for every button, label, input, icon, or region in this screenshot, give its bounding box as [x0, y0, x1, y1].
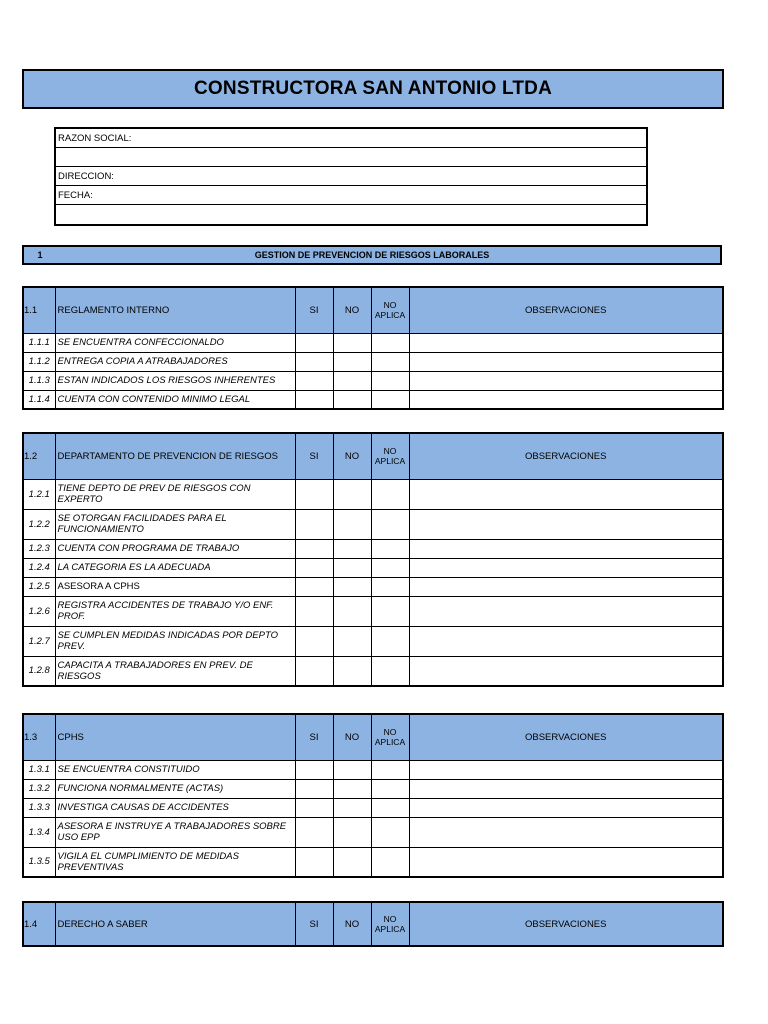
checklist-table-1-4: [22, 901, 724, 947]
table-number: 1.4: [23, 902, 55, 946]
col-si: SI: [295, 287, 333, 333]
col-no: NO: [333, 902, 371, 946]
col-si: SI: [295, 433, 333, 479]
razon-social-label: RAZON SOCIAL:: [56, 129, 646, 148]
si-cell[interactable]: [295, 798, 333, 817]
col-no-aplica-line1: NO: [383, 300, 397, 311]
row-number: 1.2.7: [23, 626, 55, 656]
no-cell[interactable]: [333, 779, 371, 798]
row-number: 1.2.4: [23, 558, 55, 577]
table-title: CPHS: [55, 714, 295, 760]
no-cell[interactable]: [333, 817, 371, 847]
col-si: SI: [295, 714, 333, 760]
table-row: [23, 352, 723, 371]
observaciones-cell[interactable]: [409, 798, 723, 817]
no-cell[interactable]: [333, 352, 371, 371]
row-label: SE ENCUENTRA CONFECCIONALDO: [55, 333, 295, 352]
table-row: [23, 817, 723, 847]
col-no-aplica: [371, 714, 409, 760]
document-title: CONSTRUCTORA SAN ANTONIO LTDA: [22, 69, 724, 109]
table-row: [23, 798, 723, 817]
no-cell[interactable]: [333, 577, 371, 596]
no-cell[interactable]: [333, 656, 371, 686]
observaciones-cell[interactable]: [409, 577, 723, 596]
row-number: 1.3.4: [23, 817, 55, 847]
row-number: 1.2.1: [23, 479, 55, 509]
no-aplica-cell[interactable]: [371, 371, 409, 390]
section-number: 1: [37, 250, 43, 260]
si-cell[interactable]: [295, 371, 333, 390]
table-title: DERECHO A SABER: [55, 902, 295, 946]
observaciones-cell[interactable]: [409, 333, 723, 352]
observaciones-cell[interactable]: [409, 371, 723, 390]
col-observaciones: OBSERVACIONES: [409, 714, 723, 760]
observaciones-cell[interactable]: [409, 656, 723, 686]
table-row: [23, 760, 723, 779]
section-title: GESTION DE PREVENCION DE RIESGOS LABORALES: [254, 250, 490, 260]
row-number: 1.1.3: [23, 371, 55, 390]
no-aplica-cell[interactable]: [371, 817, 409, 847]
no-aplica-cell[interactable]: [371, 333, 409, 352]
table-row: [23, 509, 723, 539]
observaciones-cell[interactable]: [409, 847, 723, 877]
col-no-aplica-line2: APLICA: [374, 737, 406, 748]
no-cell[interactable]: [333, 371, 371, 390]
row-number: 1.3.3: [23, 798, 55, 817]
table-row: [23, 558, 723, 577]
row-label: CUENTA CON CONTENIDO MINIMO LEGAL: [55, 390, 295, 409]
observaciones-cell[interactable]: [409, 779, 723, 798]
table-row: [23, 371, 723, 390]
col-observaciones: OBSERVACIONES: [409, 433, 723, 479]
no-cell[interactable]: [333, 798, 371, 817]
no-cell[interactable]: [333, 509, 371, 539]
table-row: [23, 596, 723, 626]
table-row: [23, 333, 723, 352]
no-aplica-cell[interactable]: [371, 390, 409, 409]
no-cell[interactable]: [333, 539, 371, 558]
observaciones-cell[interactable]: [409, 479, 723, 509]
si-cell[interactable]: [295, 847, 333, 877]
no-cell[interactable]: [333, 479, 371, 509]
no-aplica-cell[interactable]: [371, 596, 409, 626]
no-aplica-cell[interactable]: [371, 847, 409, 877]
si-cell[interactable]: [295, 352, 333, 371]
no-aplica-cell[interactable]: [371, 626, 409, 656]
observaciones-cell[interactable]: [409, 390, 723, 409]
si-cell[interactable]: [295, 626, 333, 656]
col-no-aplica-line1: NO: [383, 914, 397, 924]
row-number: 1.2.6: [23, 596, 55, 626]
table-title: REGLAMENTO INTERNO: [55, 287, 295, 333]
si-cell[interactable]: [295, 656, 333, 686]
col-no-aplica: [371, 433, 409, 479]
row-number: 1.3.2: [23, 779, 55, 798]
col-no-aplica-line1: NO: [383, 727, 397, 738]
si-cell[interactable]: [295, 779, 333, 798]
row-label: ASESORA E INSTRUYE A TRABAJADORES SOBRE USO EPP: [55, 817, 295, 847]
row-label: SE OTORGAN FACILIDADES PARA EL FUNCIONAMIENTO: [55, 509, 295, 539]
no-cell[interactable]: [333, 390, 371, 409]
observaciones-cell[interactable]: [409, 626, 723, 656]
si-cell[interactable]: [295, 479, 333, 509]
no-aplica-cell[interactable]: [371, 779, 409, 798]
col-no-aplica-line2: APLICA: [374, 456, 406, 467]
row-number: 1.3.1: [23, 760, 55, 779]
table-row: [23, 577, 723, 596]
col-no-aplica-line2: APLICA: [374, 310, 406, 321]
fecha-label: FECHA:: [56, 186, 646, 205]
col-no: NO: [333, 714, 371, 760]
observaciones-cell[interactable]: [409, 509, 723, 539]
si-cell[interactable]: [295, 509, 333, 539]
row-label: CAPACITA A TRABAJADORES EN PREV. DE RIESGOS: [55, 656, 295, 686]
direccion-label: DIRECCION:: [56, 167, 646, 186]
no-aplica-cell[interactable]: [371, 760, 409, 779]
observaciones-cell[interactable]: [409, 352, 723, 371]
observaciones-cell[interactable]: [409, 539, 723, 558]
checklist-table-1-2: [22, 432, 724, 687]
no-aplica-cell[interactable]: [371, 479, 409, 509]
si-cell[interactable]: [295, 539, 333, 558]
col-no-aplica: [371, 287, 409, 333]
row-label: SE CUMPLEN MEDIDAS INDICADAS POR DEPTO PREV.: [55, 626, 295, 656]
col-no-aplica-line2: APLICA: [374, 924, 406, 934]
fecha-field[interactable]: [56, 205, 646, 224]
observaciones-cell[interactable]: [409, 558, 723, 577]
no-aplica-cell[interactable]: [371, 509, 409, 539]
no-aplica-cell[interactable]: [371, 352, 409, 371]
row-label: INVESTIGA CAUSAS DE ACCIDENTES: [55, 798, 295, 817]
si-cell[interactable]: [295, 390, 333, 409]
si-cell[interactable]: [295, 817, 333, 847]
si-cell[interactable]: [295, 596, 333, 626]
table-row: [23, 779, 723, 798]
razon-social-field[interactable]: [56, 148, 646, 167]
row-label: TIENE DEPTO DE PREV DE RIESGOS CON EXPERTO: [55, 479, 295, 509]
col-observaciones: OBSERVACIONES: [409, 287, 723, 333]
row-number: 1.1.2: [23, 352, 55, 371]
col-observaciones: OBSERVACIONES: [409, 902, 723, 946]
si-cell[interactable]: [295, 558, 333, 577]
col-no: NO: [333, 287, 371, 333]
checklist-table-1-1: [22, 286, 724, 410]
observaciones-cell[interactable]: [409, 760, 723, 779]
observaciones-cell[interactable]: [409, 817, 723, 847]
si-cell[interactable]: [295, 333, 333, 352]
row-number: 1.2.5: [23, 577, 55, 596]
row-label: ESTAN INDICADOS LOS RIESGOS INHERENTES: [55, 371, 295, 390]
no-cell[interactable]: [333, 596, 371, 626]
si-cell[interactable]: [295, 760, 333, 779]
row-label: CUENTA CON PROGRAMA DE TRABAJO: [55, 539, 295, 558]
row-number: 1.2.8: [23, 656, 55, 686]
table-header-row: [23, 714, 723, 760]
section-header: [22, 245, 722, 265]
no-aplica-cell[interactable]: [371, 798, 409, 817]
no-aplica-cell[interactable]: [371, 558, 409, 577]
table-row: [23, 539, 723, 558]
si-cell[interactable]: [295, 577, 333, 596]
col-no-aplica: [371, 902, 409, 946]
table-row: [23, 626, 723, 656]
table-header-row: [23, 433, 723, 479]
row-number: 1.1.1: [23, 333, 55, 352]
table-title: DEPARTAMENTO DE PREVENCION DE RIESGOS: [55, 433, 295, 479]
no-cell[interactable]: [333, 760, 371, 779]
table-number: 1.3: [23, 714, 55, 760]
checklist-table-1-3: [22, 713, 724, 878]
observaciones-cell[interactable]: [409, 596, 723, 626]
no-aplica-cell[interactable]: [371, 656, 409, 686]
table-header-row: [23, 902, 723, 946]
table-row: [23, 479, 723, 509]
no-cell[interactable]: [333, 558, 371, 577]
no-cell[interactable]: [333, 626, 371, 656]
no-aplica-cell[interactable]: [371, 539, 409, 558]
no-cell[interactable]: [333, 847, 371, 877]
row-number: 1.3.5: [23, 847, 55, 877]
col-si: SI: [295, 902, 333, 946]
row-label: LA CATEGORIA ES LA ADECUADA: [55, 558, 295, 577]
table-row: [23, 656, 723, 686]
row-number: 1.2.3: [23, 539, 55, 558]
row-number: 1.1.4: [23, 390, 55, 409]
no-cell[interactable]: [333, 333, 371, 352]
no-aplica-cell[interactable]: [371, 577, 409, 596]
row-number: 1.2.2: [23, 509, 55, 539]
row-label: ASESORA A CPHS: [55, 577, 295, 596]
company-info-box: [54, 127, 648, 226]
table-header-row: [23, 287, 723, 333]
table-number: 1.1: [23, 287, 55, 333]
row-label: VIGILA EL CUMPLIMIENTO DE MEDIDAS PREVENTIVAS: [55, 847, 295, 877]
table-number: 1.2: [23, 433, 55, 479]
row-label: REGISTRA ACCIDENTES DE TRABAJO Y/O ENF. PROF.: [55, 596, 295, 626]
table-row: [23, 847, 723, 877]
row-label: SE ENCUENTRA CONSTITUIDO: [55, 760, 295, 779]
row-label: FUNCIONA NORMALMENTE (ACTAS): [55, 779, 295, 798]
table-row: [23, 390, 723, 409]
col-no-aplica-line1: NO: [383, 446, 397, 457]
col-no: NO: [333, 433, 371, 479]
row-label: ENTREGA COPIA A ATRABAJADORES: [55, 352, 295, 371]
